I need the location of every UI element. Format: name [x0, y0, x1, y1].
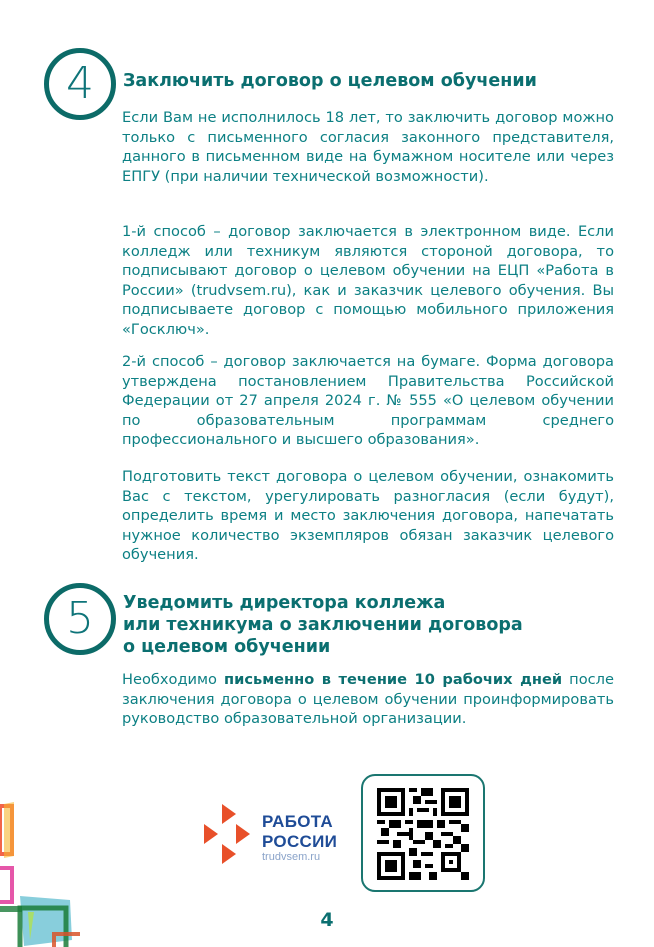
step-4-badge: [44, 48, 116, 120]
step-5-paragraph-prefix: Необходимо: [122, 671, 225, 688]
step-4-paragraph-4: Подготовить текст договора о целевом обучении, ознакомить Вас с текстом, урегулировать разногласия (если будут), определить время и место заключения договора, напечатать нужное количество экземпляров обязан заказчик целевого обучения.: [122, 468, 614, 564]
qr-code-icon: [377, 788, 469, 880]
step-5-title: [123, 592, 523, 658]
step-5-paragraph: [122, 670, 614, 729]
step-5-paragraph-suffix: после заключения договора о целевом обучении проинформировать руководство образовательной организации.: [122, 671, 614, 728]
logo-line-1: РАБОТА: [262, 812, 333, 831]
logo-url[interactable]: trudvsem.ru: [262, 851, 321, 863]
step-4-title: Заключить договор о целевом обучении: [123, 71, 537, 91]
step-5-badge: [44, 583, 116, 655]
step-4-paragraph-1: Если Вам не исполнилось 18 лет, то заключить договор можно только с письменного согласия законного представителя, данного в письменном виде на бумажном носителе или через ЕПГУ (при наличии технической возможности).: [122, 109, 614, 185]
logo-line-2: РОССИИ: [262, 832, 338, 851]
step-4-paragraph-3: 2-й способ – договор заключается на бумаге. Форма договора утверждена постановлением Правительства Российской Федерации от 27 апреля 2024 г. № 555 «О целевом обучении по образовательным программам среднего профессионального и высшего образования».: [122, 353, 614, 449]
page-number: 4: [320, 909, 334, 931]
step-4-number: 4: [66, 58, 94, 109]
step-5-number: 5: [66, 593, 94, 644]
step-4-paragraph-2: 1-й способ – договор заключается в электронном виде. Если колледж или техникум являются стороной договора, то подписывают договор о целевом обучении на ЕЦП «Работа в России» (trudvsem.ru), как и заказчик целевого обучения. Вы подписываете договор с помощью мобильного приложения «Госключ».: [122, 223, 614, 338]
rabota-rossii-logo[interactable]: [200, 798, 350, 868]
step-5-paragraph-bold: письменно в течение 10 рабочих дней: [224, 671, 563, 688]
step-5-title-line-2: или техникума о заключении договора: [123, 615, 523, 635]
qr-code[interactable]: [361, 774, 485, 892]
step-5-title-line-3: о целевом обучении: [123, 637, 331, 657]
rabota-rossii-arrows-icon: [200, 800, 256, 866]
step-5-title-line-1: Уведомить директора коллежа: [123, 593, 446, 613]
